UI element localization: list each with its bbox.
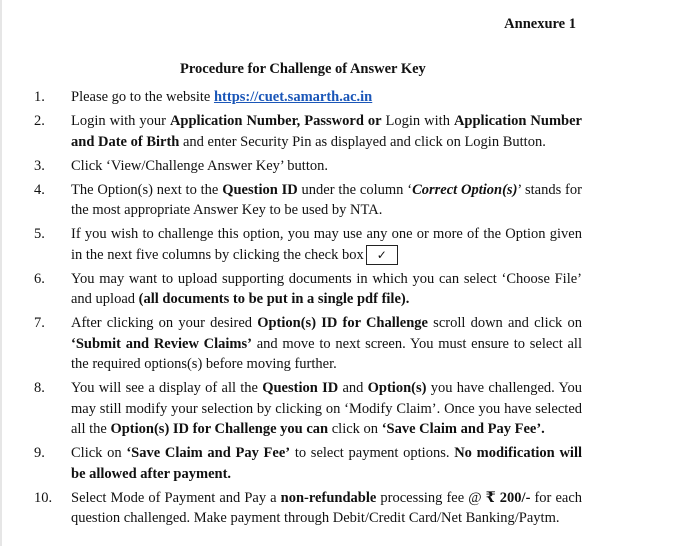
step-number: 10.: [34, 489, 53, 506]
step-2: [34, 111, 582, 152]
step-text-part: processing fee @: [376, 489, 486, 506]
step-text: [71, 488, 582, 529]
procedure-steps-list: [34, 87, 582, 529]
step-text: [71, 378, 582, 440]
step-text-part: Click on: [71, 445, 127, 462]
step-number: 5.: [34, 226, 45, 242]
step-text-part: The Option(s) next to the: [71, 181, 223, 198]
step-text: [71, 313, 582, 375]
step-text: [71, 443, 582, 484]
step-9: [34, 443, 582, 484]
bold-text: ‘Save Claim and Pay Fee’.: [381, 421, 545, 438]
page-title: Procedure for Challenge of Answer Key: [180, 61, 426, 77]
step-text-part: Click ‘View/Challenge Answer Key’ button.: [71, 157, 328, 174]
bold-text: Option(s) ID for Challenge: [257, 315, 428, 332]
step-text-part: Login with your: [71, 113, 170, 129]
bold-text: Option(s): [367, 380, 427, 397]
bold-text: Application Number and Date of Birth: [71, 113, 582, 150]
step-8: [34, 378, 582, 440]
step-text-part: Please go to the website: [71, 89, 214, 105]
step-6: [34, 269, 582, 310]
step-7: [34, 313, 582, 375]
website-link[interactable]: https://cuet.samarth.ac.in: [213, 89, 373, 105]
step-number: 7.: [34, 315, 45, 332]
step-text: [71, 87, 582, 108]
step-text: [71, 156, 582, 177]
step-text-part: under the column ‘: [297, 181, 413, 198]
step-number: 4.: [34, 181, 45, 198]
checkbox-check-icon: ✓: [366, 245, 398, 265]
step-text-part: You may want to upload supporting documents in which you can select ‘Choose File’ and upload: [71, 270, 582, 308]
step-text-part: scroll down and click on: [427, 315, 582, 332]
step-number: 9.: [34, 445, 45, 462]
step-3: [34, 156, 582, 177]
bold-text: No modification will be allowed after payment.: [71, 445, 583, 482]
bold-text: Question ID: [222, 181, 298, 198]
step-4: [34, 180, 582, 221]
bold-text: Option(s) ID for Challenge you can: [110, 421, 329, 438]
step-number: 1.: [34, 89, 45, 105]
step-5: [34, 224, 582, 265]
step-number: 6.: [34, 270, 45, 287]
step-10: [34, 488, 582, 529]
bold-text: Application Number, Password or: [169, 113, 382, 129]
step-text-part: If you wish to challenge this option, you may use any one or more of the Option given in the next five columns by clicking the check box: [71, 226, 582, 263]
step-text: [71, 111, 582, 152]
step-text-part: You will see a display of all the: [71, 380, 263, 397]
step-text-part: you have challenged. You may still modify your selection by clicking on ‘Modify Claim’. Once you have selected all the: [71, 380, 583, 438]
step-text-part: for each question challenged. Make payment through Debit/Credit Card/Net Banking/Paytm.: [71, 489, 583, 527]
bold-text: ‘Save Claim and Pay Fee’: [126, 445, 291, 462]
step-text-part: and: [338, 380, 368, 397]
step-text-part: to select payment options.: [290, 445, 455, 462]
page-left-edge: [0, 0, 2, 546]
bold-text: non-refundable: [280, 489, 377, 506]
bold-text: Question ID: [262, 380, 339, 397]
step-text-part: click on: [328, 421, 382, 438]
step-text-part: ’ stands for the most appropriate Answer Key to be used by NTA.: [71, 181, 582, 218]
bold-italic-text: Correct Option(s): [412, 181, 518, 198]
step-text-part: After clicking on your desired: [71, 315, 258, 332]
bold-text: (all documents to be put in a single pdf file).: [138, 291, 410, 308]
step-text-part: and move to next screen. You must ensure to select all the required options(s) before moving further.: [71, 335, 582, 373]
step-number: 2.: [34, 113, 45, 129]
step-number: 3.: [34, 157, 45, 174]
step-text-part: Select Mode of Payment and Pay a: [71, 489, 281, 506]
step-text: [71, 180, 582, 221]
step-1: [34, 87, 582, 108]
step-text: [71, 224, 582, 265]
step-text: [71, 269, 582, 310]
step-number: 8.: [34, 380, 45, 397]
bold-text: ₹ 200/-: [485, 489, 531, 506]
step-text-part: and enter Security Pin as displayed and click on Login Button.: [179, 133, 546, 150]
bold-text: ‘Submit and Review Claims’: [71, 335, 252, 352]
step-text-part: Login with: [381, 113, 454, 129]
annexure-label: Annexure 1: [504, 16, 576, 32]
